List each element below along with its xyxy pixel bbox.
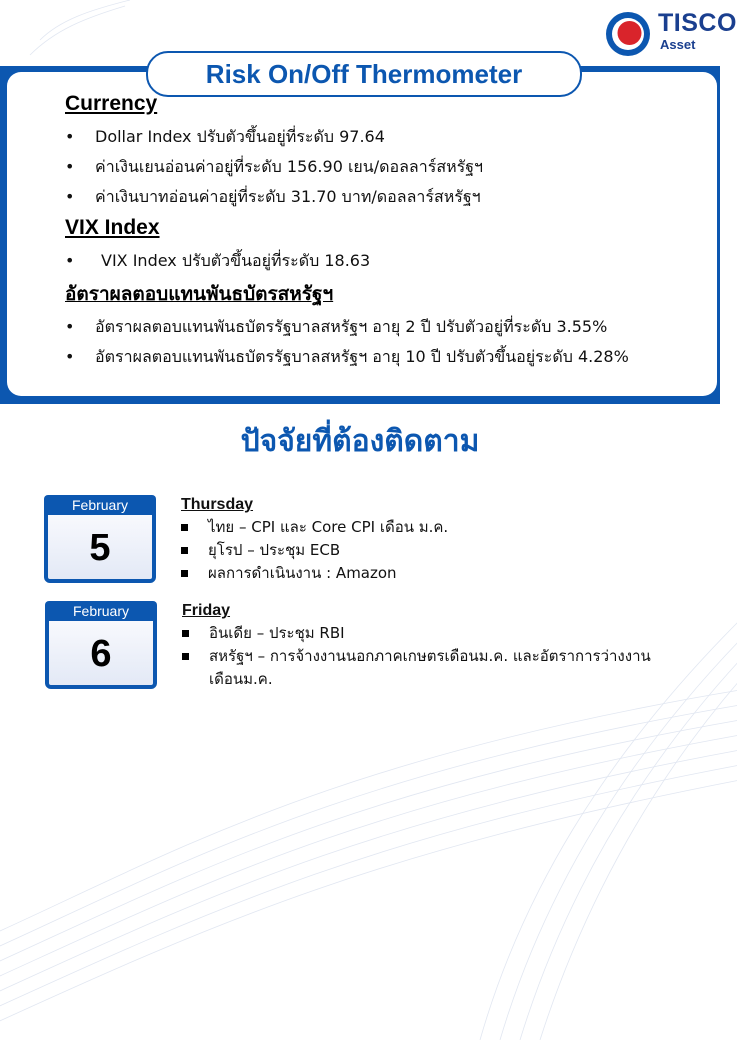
logo-subtitle: Asset xyxy=(660,37,696,52)
bullet-dot-icon: • xyxy=(65,157,75,176)
bullet-square-icon xyxy=(181,570,188,577)
bullet-square-icon xyxy=(182,653,189,660)
tisco-asset-logo xyxy=(604,8,737,60)
thermometer-content xyxy=(65,90,705,372)
list-item: • ค่าเงินเยนอ่อนค่าอยู่ที่ระดับ 156.90 เยน/ดอลลาร์สหรัฐฯ xyxy=(65,152,705,182)
bullet-dot-icon: • xyxy=(65,127,75,146)
logo-wordmark: TISCO xyxy=(658,9,737,37)
list-item: อินเดีย – ประชุม RBI xyxy=(182,622,652,645)
bullet-square-icon xyxy=(181,524,188,531)
tisco-ring-icon xyxy=(604,10,652,58)
weekday-label: Friday xyxy=(182,602,231,619)
section-heading-vix: VIX Index xyxy=(65,216,160,239)
bullet-square-icon xyxy=(182,630,189,637)
event-list xyxy=(181,494,701,585)
section-heading-bond-yield: อัตราผลตอบแทนพันธบัตรสหรัฐฯ xyxy=(65,283,334,305)
list-item: • อัตราผลตอบแทนพันธบัตรรัฐบาลสหรัฐฯ อายุ 2 ปี ปรับตัวอยู่ที่ระดับ 3.55% xyxy=(65,312,705,342)
list-item: • Dollar Index ปรับตัวขึ้นอยู่ที่ระดับ 97.64 xyxy=(65,122,705,152)
list-item: ผลการดำเนินงาน : Amazon xyxy=(181,562,701,585)
bullet-dot-icon: • xyxy=(65,187,75,206)
weekday-label: Thursday xyxy=(181,496,254,513)
page-title: Risk On/Off Thermometer xyxy=(205,58,523,89)
section-heading-currency: Currency xyxy=(65,92,158,115)
bullet-square-icon xyxy=(181,547,188,554)
bullet-dot-icon: • xyxy=(65,251,75,270)
calendar-month: February xyxy=(44,495,156,515)
list-item: • ค่าเงินบาทอ่อนค่าอยู่ที่ระดับ 31.70 บาท/ดอลลาร์สหรัฐฯ xyxy=(65,182,705,212)
calendar-icon xyxy=(45,601,157,689)
bullet-dot-icon: • xyxy=(65,317,75,336)
list-item: ยุโรป – ประชุม ECB xyxy=(181,539,701,562)
bullet-dot-icon: • xyxy=(65,347,75,366)
calendar-icon xyxy=(44,495,156,583)
list-item: สหรัฐฯ – การจ้างงานนอกภาคเกษตรเดือนม.ค. และอัตราการว่างงานเดือนม.ค. xyxy=(182,645,652,691)
list-item: ไทย – CPI และ Core CPI เดือน ม.ค. xyxy=(181,516,701,539)
calendar-day: 5 xyxy=(89,527,111,569)
list-item: • อัตราผลตอบแทนพันธบัตรรัฐบาลสหรัฐฯ อายุ 10 ปี ปรับตัวขึ้นอยู่ระดับ 4.28% xyxy=(65,342,705,372)
calendar-day: 6 xyxy=(90,633,112,675)
event-list xyxy=(182,600,652,691)
watch-title: ปัจจัยที่ต้องติดตาม xyxy=(240,424,480,459)
list-item: • VIX Index ปรับตัวขึ้นอยู่ที่ระดับ 18.63 xyxy=(65,246,705,276)
calendar-month: February xyxy=(45,601,157,621)
